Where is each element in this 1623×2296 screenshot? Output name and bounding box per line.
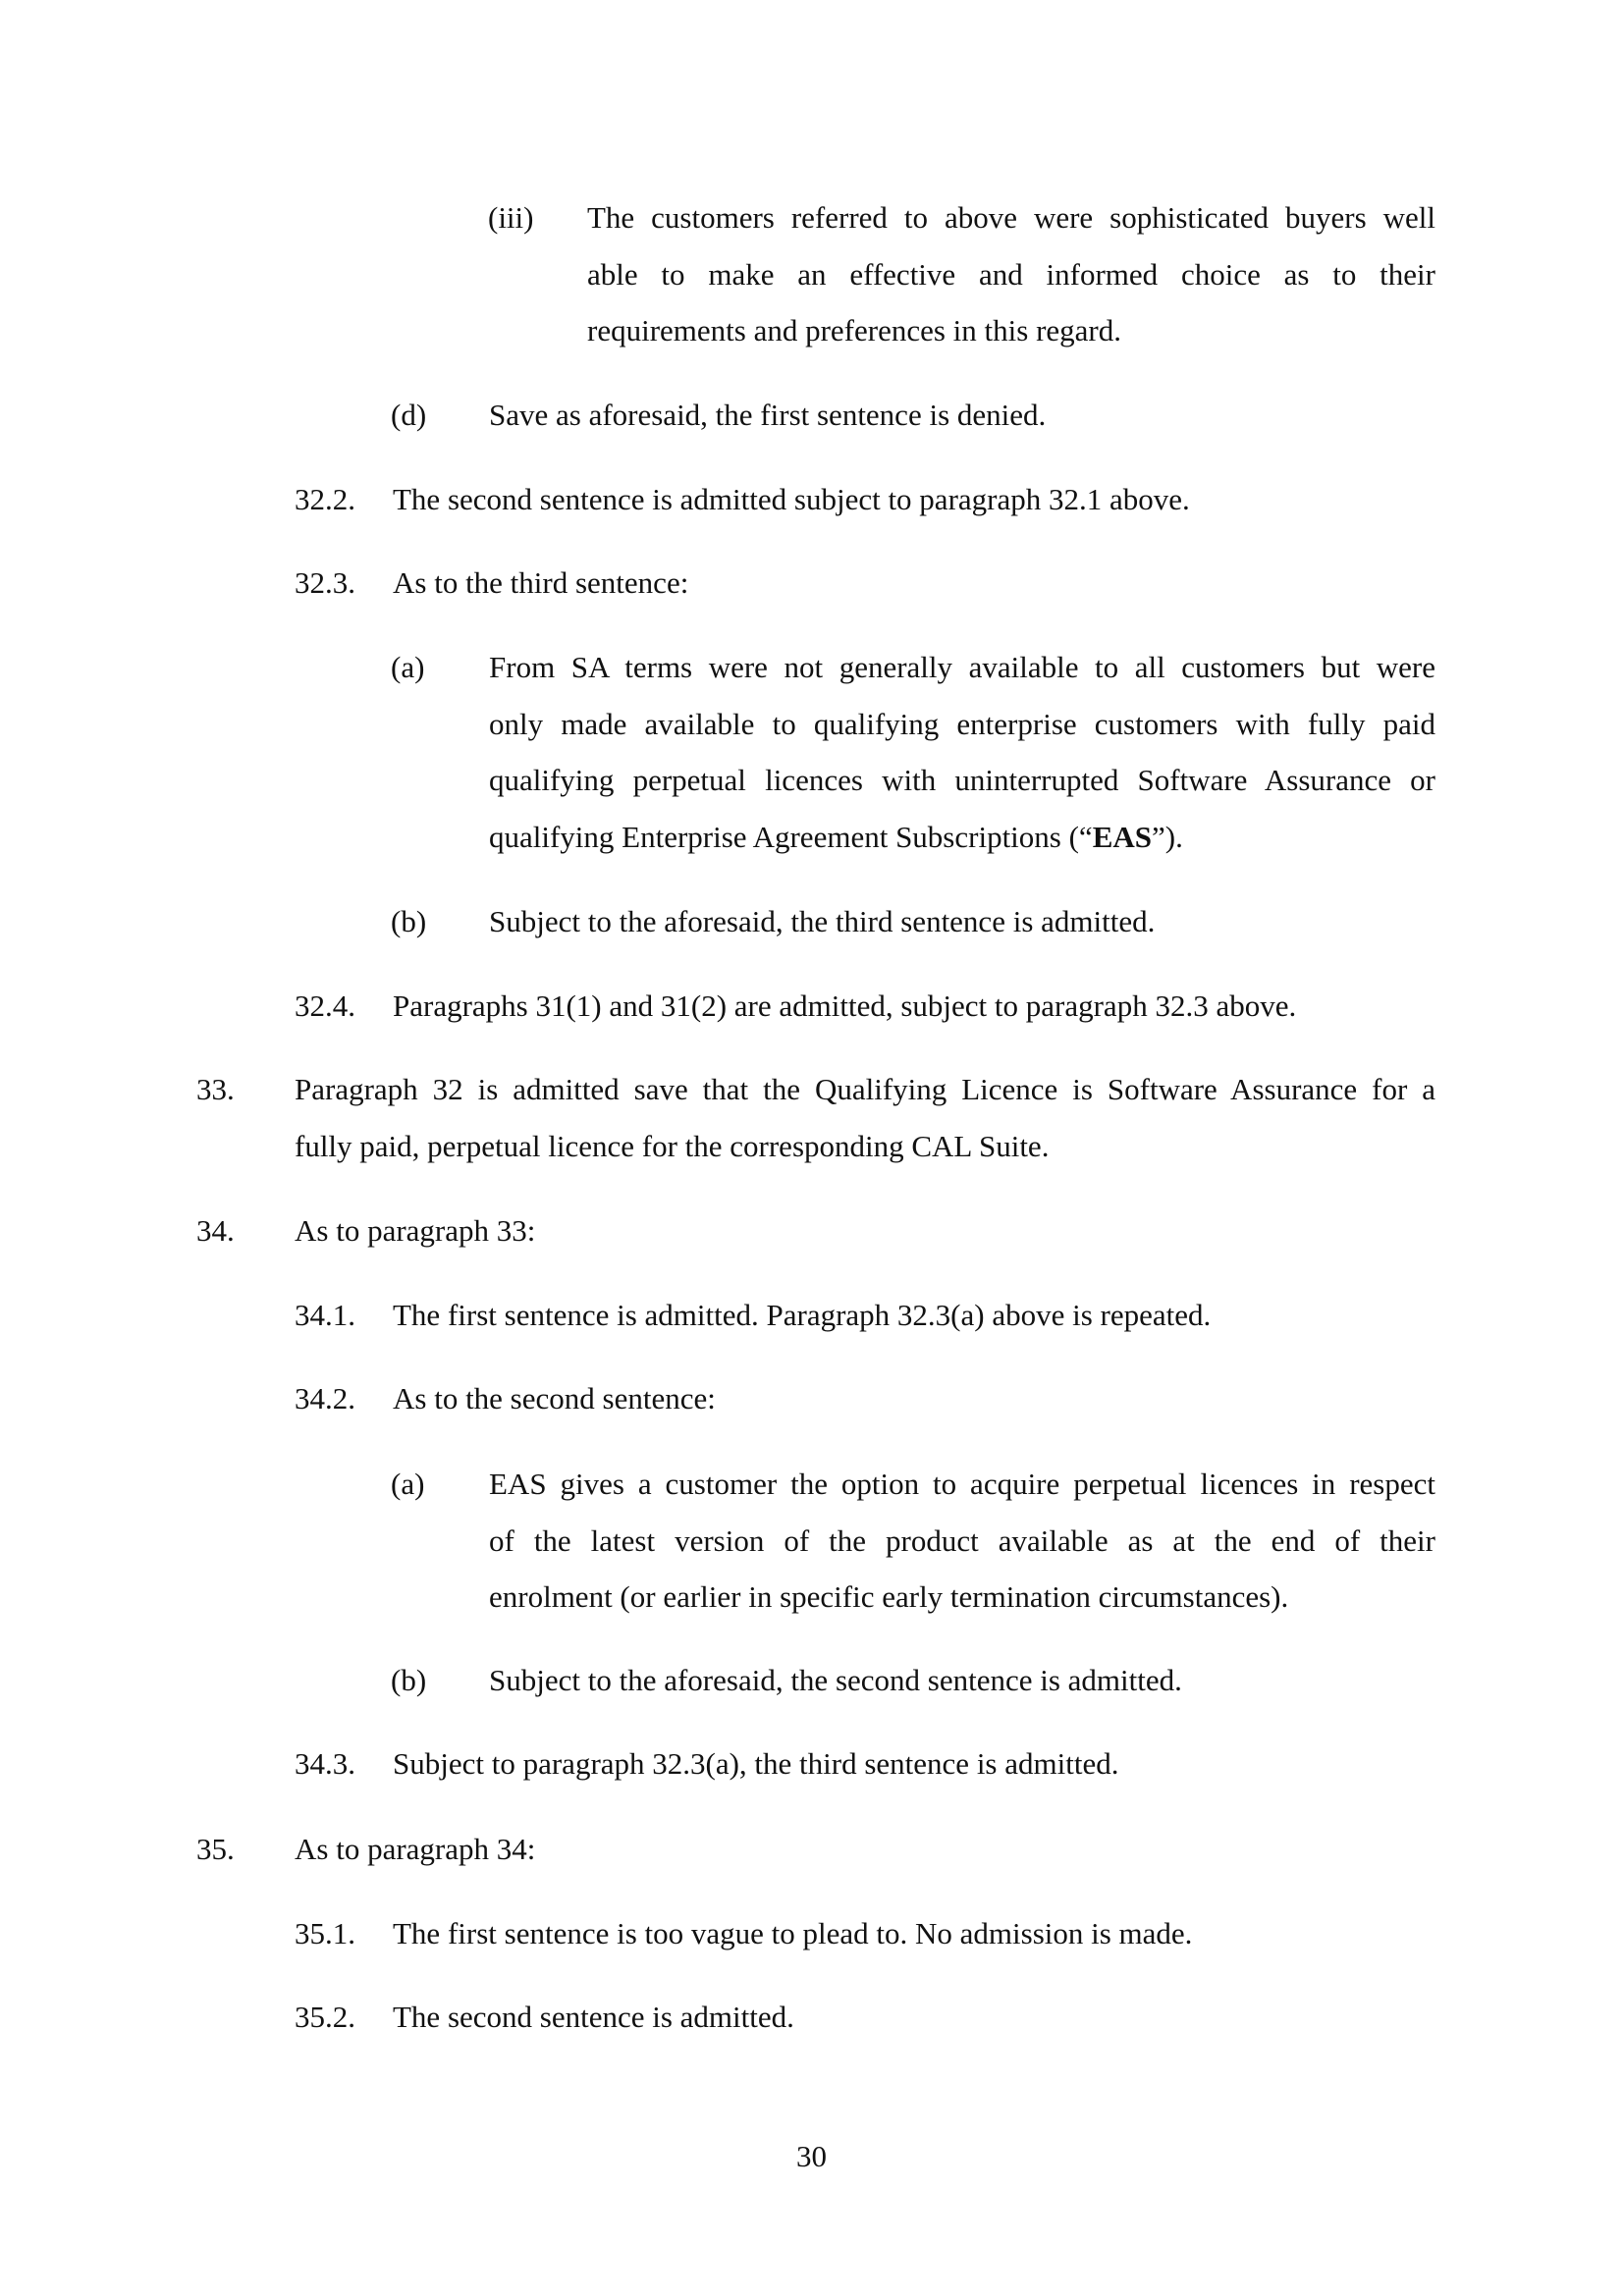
para-label-35: 35. (196, 1832, 235, 1866)
text-line: only made available to qualifying enterprise customers with fully paid (489, 706, 1435, 741)
text-line: fully paid, perpetual licence for the corresponding CAL Suite. (295, 1128, 1050, 1163)
text-line: qualifying perpetual licences with uninterrupted Software Assurance or (489, 763, 1435, 797)
defined-term-eas: EAS (1092, 819, 1152, 854)
text-line: able to make an effective and informed choice as to their (587, 256, 1435, 292)
subpara-label-d: (d) (391, 398, 427, 432)
para-label-34-2: 34.2. (295, 1381, 355, 1415)
para-32-4-text: Paragraphs 31(1) and 31(2) are admitted, subject to paragraph 32.3 above. (393, 988, 1297, 1023)
para-34-3-text: Subject to paragraph 32.3(a), the third sentence is admitted. (393, 1746, 1119, 1781)
para-34-1-text: The first sentence is admitted. Paragraph 32.3(a) above is repeated. (393, 1298, 1212, 1332)
subpara-32-3-b-text: Subject to the aforesaid, the third sentence is admitted. (489, 904, 1156, 938)
subpara-label-32-3-b: (b) (391, 904, 427, 938)
text-line: EAS gives a customer the option to acquire perpetual licences in respect (489, 1467, 1435, 1501)
para-label-35-2: 35.2. (295, 2000, 355, 2034)
subpara-label-34-2-b: (b) (391, 1663, 427, 1697)
text-line: requirements and preferences in this regard. (587, 313, 1121, 347)
text-line: of the latest version of the product available as at the end of their (489, 1522, 1435, 1558)
subpara-label-32-3-a: (a) (391, 650, 425, 684)
para-label-35-1: 35.1. (295, 1916, 355, 1950)
para-33-text (295, 1061, 1435, 1174)
para-35-2-text: The second sentence is admitted. (393, 2000, 794, 2034)
subpara-34-2-b-text: Subject to the aforesaid, the second sentence is admitted. (489, 1663, 1182, 1697)
para-34-text: As to paragraph 33: (295, 1213, 536, 1248)
subpara-d-text: Save as aforesaid, the first sentence is denied. (489, 398, 1047, 432)
para-34-2-text: As to the second sentence: (393, 1381, 716, 1415)
subpara-34-2-a-text (489, 1456, 1435, 1626)
text-fragment: ”). (1152, 819, 1183, 854)
para-label-34-3: 34.3. (295, 1746, 355, 1781)
para-label-32-3: 32.3. (295, 565, 355, 600)
para-32-3-text: As to the third sentence: (393, 565, 689, 600)
para-35-1-text: The first sentence is too vague to plead to. No admission is made. (393, 1916, 1193, 1950)
para-label-34: 34. (196, 1213, 235, 1248)
para-35-text: As to paragraph 34: (295, 1832, 536, 1866)
subpara-32-3-a-text (489, 639, 1435, 865)
text-line: The customers referred to above were sophisticated buyers well (587, 200, 1435, 235)
para-label-32-4: 32.4. (295, 988, 355, 1023)
para-label-32-2: 32.2. (295, 482, 355, 516)
para-label-34-1: 34.1. (295, 1298, 355, 1332)
subpara-iii-text (587, 189, 1435, 359)
page-number: 30 (796, 2139, 827, 2173)
text-line: Paragraph 32 is admitted save that the Qualifying Licence is Software Assurance for a (295, 1072, 1435, 1106)
para-label-33: 33. (196, 1072, 235, 1106)
para-32-2-text: The second sentence is admitted subject to paragraph 32.1 above. (393, 482, 1190, 516)
text-line: enrolment (or earlier in specific early termination circumstances). (489, 1579, 1289, 1614)
text-fragment: qualifying Enterprise Agreement Subscriptions (“ (489, 819, 1093, 854)
text-line (489, 809, 1435, 866)
text-line: From SA terms were not generally available to all customers but were (489, 650, 1435, 684)
subpara-label-34-2-a: (a) (391, 1467, 425, 1501)
subpara-label-iii: (iii) (488, 200, 534, 235)
